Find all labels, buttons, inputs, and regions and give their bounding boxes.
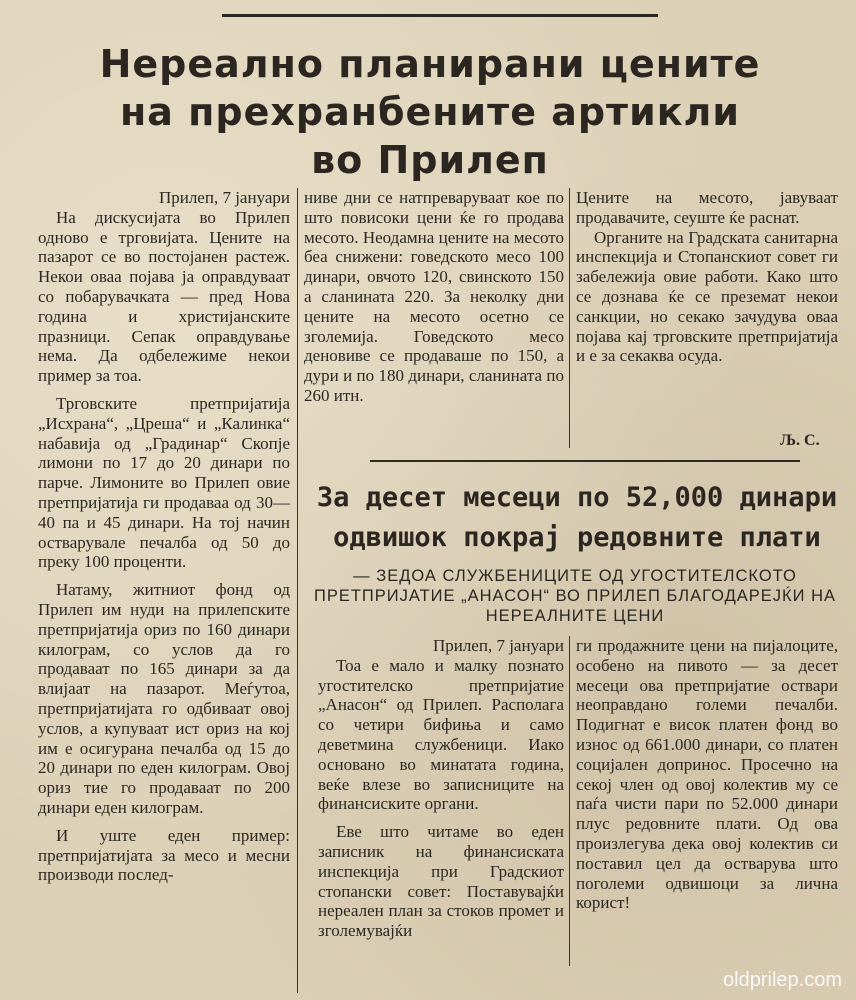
article1-paragraph: Цените на месото, јавуваат продавачите, сеуште ќе раснат. [576, 188, 838, 227]
article2-dateline: Прилеп, 7 јануари [432, 636, 564, 655]
article1-column-2 [304, 188, 564, 406]
section-rule [370, 460, 800, 462]
article1-column-3 [576, 188, 838, 366]
article1-dateline: Прилеп, 7 јануари [158, 188, 290, 207]
column-divider [569, 636, 570, 966]
article2-paragraph: Тоа е мало и малку познато угостителско претпријатие „Анасон“ од Прилеп. Располага со четири бифиња и само деветмина службеници. Иако основано во минатата година, веќе влезе во записниците на финансиските органи. [318, 655, 564, 814]
article1-column-1 [38, 188, 290, 885]
article2-deck: — ЗЕДОА СЛУЖБЕНИЦИТЕ ОД УГОСТИТЕЛСКОТО ПРЕТПРИЈАТИЕ „АНАСОН“ ВО ПРИЛЕП БЛАГОДАРЕЈЌИ НА НЕРЕАЛНИТЕ ЦЕНИ [313, 567, 837, 625]
column-divider [569, 188, 570, 448]
headline-line-3: во Прилеп [311, 138, 549, 182]
article1-paragraph: Органите на Градската санитарна инспекција и Стопанскиот совет ги забележија овие работи. Како што се дознава ќе се преземат некои санкции, но секако зачудува оваа појава кај трговските претпријатија и е за секаква осуда. [576, 227, 838, 366]
article1-paragraph: Натаму, житниот фонд од Прилеп им нуди на прилепските претпријатија ориз по 160 динари килограм, со услов да го продаваат по 165 динари за да влијаат на пазарот. Меѓутоа, претпријатијата го одбиваат овој услов, а купуваат ист ориз на кој им е осигурана печалба од 15 до 20 динари по еден килограм. Овој ориз тие го продаваат по 200 динари еден килограм. [38, 580, 290, 817]
watermark: oldprilep.com [723, 969, 842, 991]
article1-paragraph: Трговските претпријатија „Исхрана“, „Цреша“ и „Калинка“ набавија од „Градинар“ Скопје лимони по 17 до 20 динари по парче. Лимоните во Прилеп овие претпријатија ги продаваа од 30—40 па и 45 динари. На тој начин остварувале печалба од 50 до преку 100 проценти. [38, 393, 290, 572]
article2-paragraph: Еве што читаме во еден записник на финансиската инспекција при Градскиот стопански совет: Поставувајќи нереален план за стоков промет и зголемувајќи [318, 822, 564, 941]
headline-line-2: на прехранбените артикли [120, 90, 740, 134]
top-rule [222, 14, 658, 17]
article2-column-2 [576, 636, 838, 913]
article2-paragraph: ги продажните цени на пијалоците, особено на пивото — за десет месеци ова претпријатие оствари неоправдано големи печалби. Подигнат е висок платен фонд во износ од 661.000 динари, со платен социјален допринос. Просечно на секој член од овој колектив му се паѓа чисти пари по 52.000 динари плус редовните плати. Од ова произлегува дека овој колектив си поставил цел да остварува што поголеми одвишоци за лична корист! [576, 636, 838, 913]
article1-signature: Љ. С. [780, 432, 820, 449]
article1-paragraph: ниве дни се натпреваруваат кое по што повисоки цени ќе го продава месото. Неодамна цените на месото беа снижени: говедското месо 100 динари, овчото 120, свинското 150 а сланината 220. За неколку дни цените на месото осетно се зголемија. Говедското месо деновиве се продаваше по 150, а дури и по 180 динари, сланината по 260 итн. [304, 188, 564, 405]
article1-paragraph: И уште еден пример: претпријатијата за месо и месни производи послед- [38, 825, 290, 885]
article1-paragraph: На дискусијата во Прилеп одново е трговијата. Цените на пазарот се во постојанен растеж. Некои оваа појава ја оправдуваат со побарувачката — пред Нова година и христијанските празници. Сепак оправдување нема. Да одбележиме некои пример за тоа. [38, 207, 290, 386]
article2-title-line-1: За десет месеци по 52,000 динари [316, 482, 838, 513]
column-divider [297, 188, 298, 993]
article2-column-1 [318, 636, 564, 941]
article2-title-line-2: одвишок покрај редовните плати [333, 522, 821, 553]
headline-line-1: Нереално планирани цените [99, 42, 761, 86]
